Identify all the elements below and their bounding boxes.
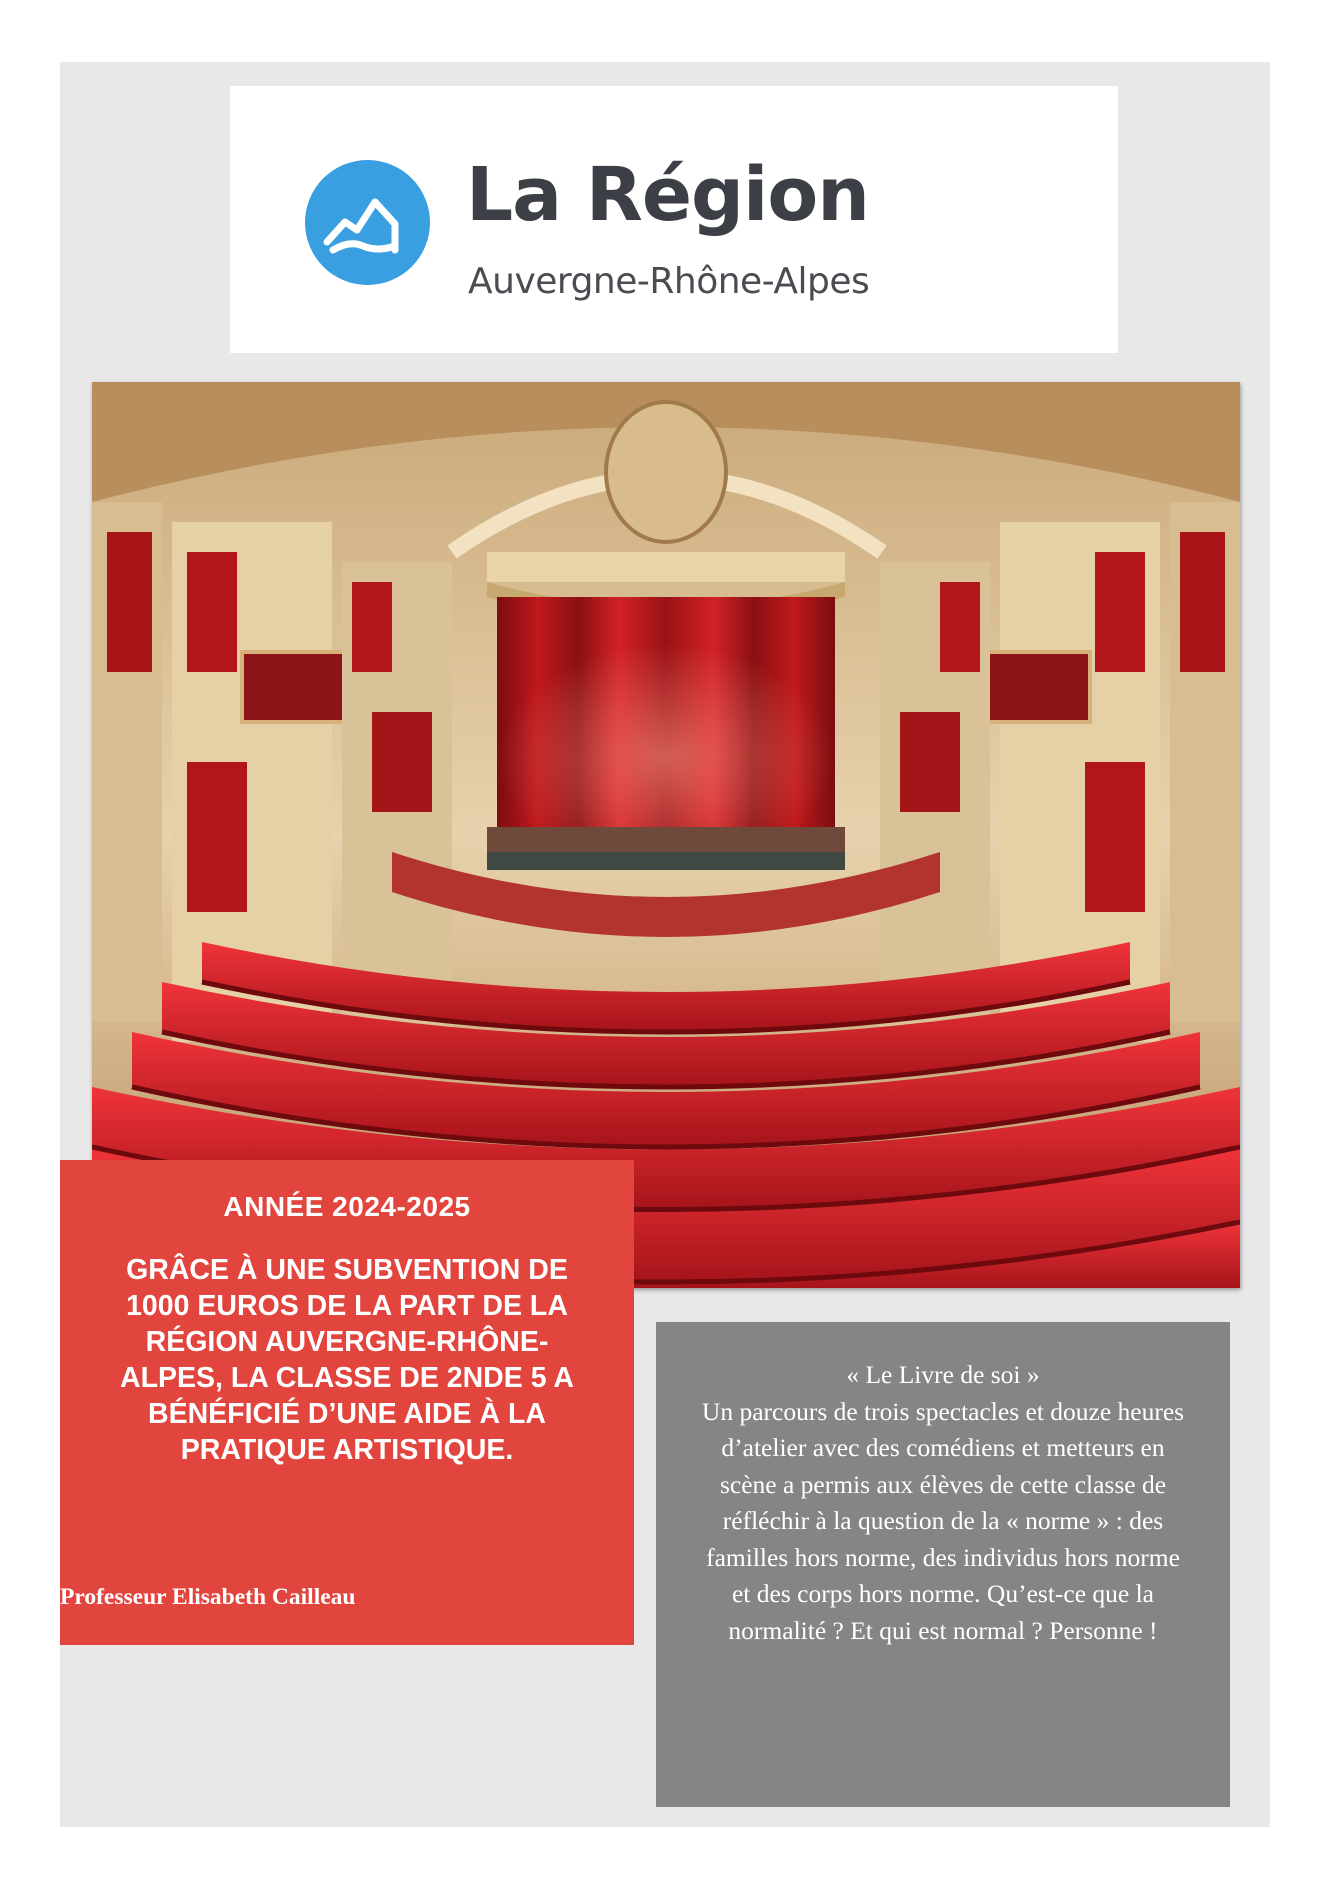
theatre-photo <box>92 382 1240 1288</box>
logo-subtitle: Auvergne-Rhône-Alpes <box>468 261 870 302</box>
theatre-auditorium-photo <box>92 382 1240 1288</box>
grant-announcement <box>60 1160 634 1645</box>
region-logo <box>230 86 1118 353</box>
grant-text: GRÂCE À UNE SUBVENTION DE 1000 EUROS DE LA PART DE LA RÉGION AUVERGNE-RHÔNE-ALPES, LA CLASSE DE 2NDE 5 A BÉNÉFICIÉ D’UNE AIDE À LA PRATIQUE ARTISTIQUE. <box>120 1254 574 1466</box>
logo-title: La Région <box>466 152 869 238</box>
mountain-logo-icon <box>305 160 430 285</box>
project-body: Un parcours de trois spectacles et douze heures d’atelier avec des comédiens et metteurs en scène a permis aux élèves de cette classe de réfléchir à la question de la « norme » : des familles hors norme, des individus hors norme et des corps hors norme. Qu’est-ce que la normalité ? Et qui est normal ? Personne ! <box>701 1396 1185 1645</box>
project-description <box>656 1322 1230 1807</box>
school-year: ANNÉE 2024-2025 <box>223 1191 471 1222</box>
project-title: « Le Livre de soi » <box>846 1360 1040 1389</box>
teacher-name: Professeur Elisabeth Cailleau <box>60 1584 356 1610</box>
